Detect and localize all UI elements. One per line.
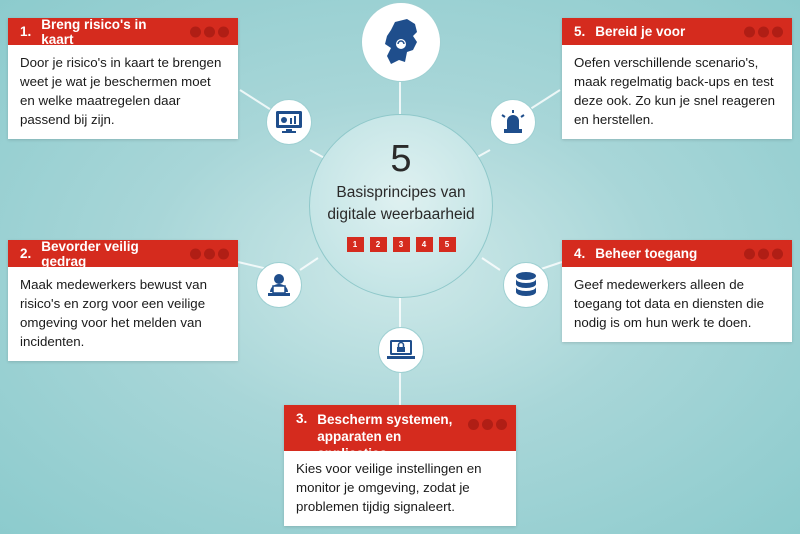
card-title: Beheer toegang: [595, 246, 698, 261]
card-body: Door je risico's in kaart te brengen weet je wat je beschermen moet en welke maatregelen daar passend bij zijn.: [20, 55, 222, 127]
card-title: Bereid je voor: [595, 24, 686, 39]
card-number: 3.: [296, 411, 308, 426]
laptop-lock-icon: [378, 327, 424, 373]
monitor-chart-icon: [266, 99, 312, 145]
mini-card-2: 2: [370, 237, 387, 252]
card-body: Oefen verschillende scenario's, maak regelmatig back-ups en test deze ook. Zo kun je snel reageren en herstellen.: [574, 55, 776, 127]
card-number: 1.: [20, 24, 32, 39]
card-title-line2: apparaten en applicaties: [317, 429, 402, 461]
center-number: 5: [390, 138, 412, 180]
card-body: Kies voor veilige instellingen en monitor je omgeving, zodat je problemen tijdig signaleert.: [296, 461, 482, 514]
card-number: 5.: [574, 24, 586, 39]
window-dots: [190, 248, 229, 259]
card-header: [8, 240, 238, 267]
mini-card-row: [310, 237, 492, 252]
window-dots: [744, 248, 783, 259]
card-header: [562, 18, 792, 45]
card-number: 4.: [574, 246, 586, 261]
card-beheer-toegang: [562, 240, 792, 342]
window-dots: [744, 26, 783, 37]
window-dots: [190, 26, 229, 37]
person-laptop-icon: [256, 262, 302, 308]
center-title-line2: digitale weerbaarheid: [327, 206, 475, 223]
card-header: [562, 240, 792, 267]
card-title: Breng risico's in kaart: [41, 16, 147, 47]
card-title-line1: Bescherm systemen,: [317, 412, 453, 427]
card-body: Geef medewerkers alleen de toegang tot data en diensten die nodig is om hun werk te doen.: [574, 277, 765, 330]
mini-card-1: 1: [347, 237, 364, 252]
card-bereid-je-voor: [562, 18, 792, 139]
card-bevorder-veilig-gedrag: [8, 240, 238, 361]
center-title-line1: Basisprincipes van: [336, 184, 466, 201]
center-circle: [309, 114, 493, 298]
alarm-light-icon: [490, 99, 536, 145]
card-body: Maak medewerkers bewust van risico's en zorg voor een veilige omgeving voor het melden van incidenten.: [20, 277, 207, 349]
mini-card-3: 3: [393, 237, 410, 252]
card-header: [284, 405, 516, 461]
mini-card-4: 4: [416, 237, 433, 252]
mini-card-5: 5: [439, 237, 456, 252]
window-dots: [468, 419, 507, 430]
card-number: 2.: [20, 246, 32, 261]
card-bescherm-systemen: [284, 405, 516, 526]
card-title: Bevorder veilig gedrag: [41, 238, 139, 269]
netherlands-map-icon: [361, 2, 441, 82]
card-breng-risicos-in-kaart: [8, 18, 238, 139]
card-header: [8, 18, 238, 45]
database-icon: [503, 262, 549, 308]
